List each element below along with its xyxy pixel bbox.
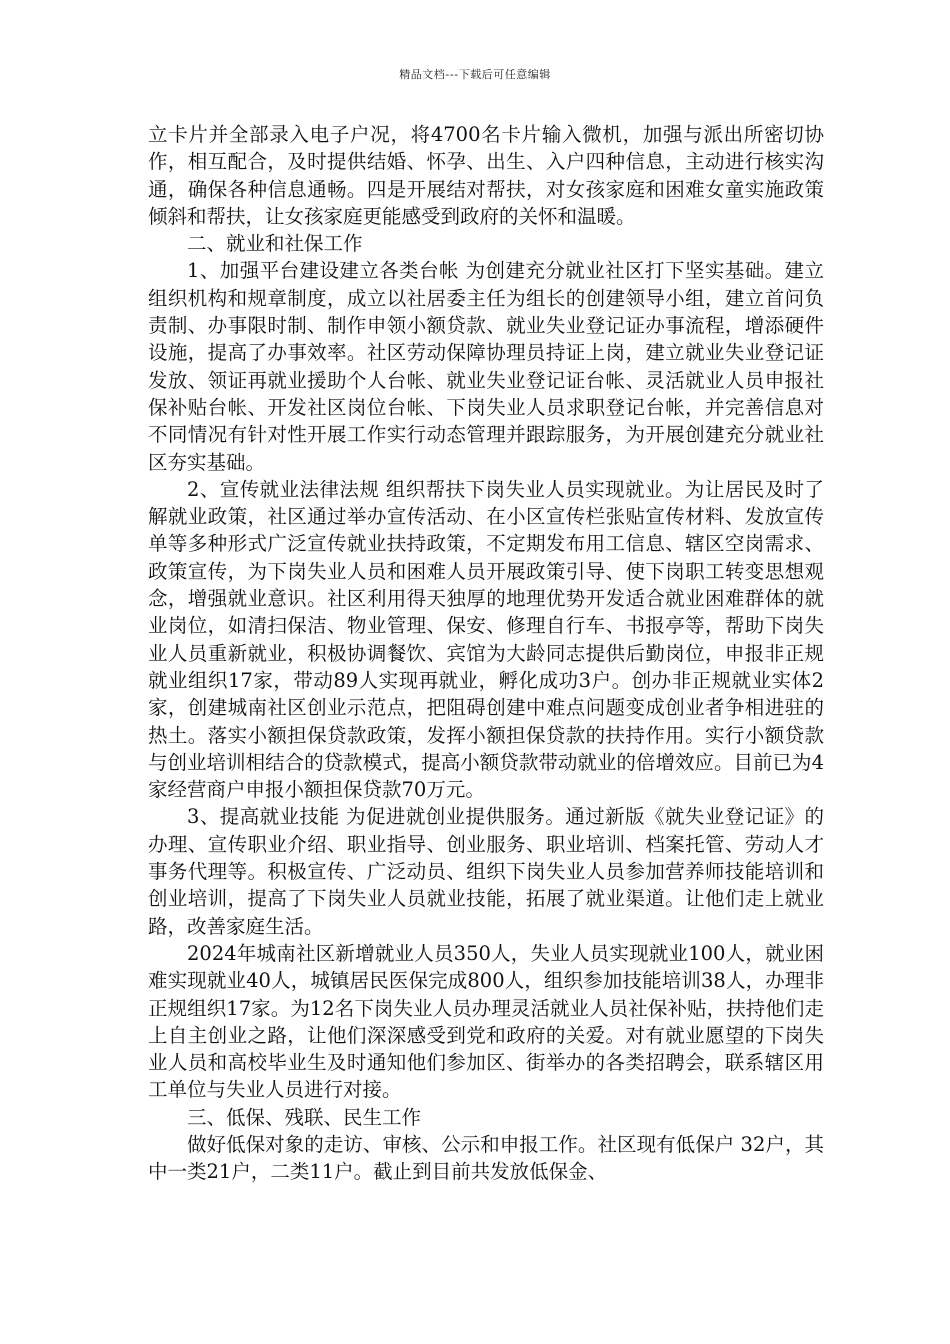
section-heading-welfare: 三、低保、残联、民生工作 <box>187 1105 422 1129</box>
paragraph-platform-construction: 1、加强平台建设建立各类台帐 为创建充分就业社区打下坚实基础。建立组织机构和规章制度，成立以社居委主任为组长的创建领导小组，建立首问负责制、办事限时制、制作申领小额贷款、就业失业登记证办事流程，增添硬件设施，提高了办事效率。社区劳动保障协理员持证上岗，建立就业失业登记证发放、领证再就业援助个人台帐、就业失业登记证台帐、灵活就业人员申报社保补贴台帐、开发社区岗位台帐、下岗失业人员求职登记台帐，并完善信息对不同情况有针对性开展工作实行动态管理并跟踪服务，为开展创建充分就业社区夯实基础。 <box>148 259 824 474</box>
paragraph-employment-law-publicity: 2、宣传就业法律法规 组织帮扶下岗失业人员实现就业。为让居民及时了解就业政策，社区通过举办宣传活动、在小区宣传栏张贴宣传材料、发放宣传单等多种形式广泛宣传就业扶持政策，不定期发布用工信息、辖区空岗需求、政策宣传，为下岗失业人员和困难人员开展政策引导、使下岗职工转变思想观念，增强就业意识。社区利用得天独厚的地理优势开发适合就业困难群体的就业岗位，如清扫保洁、物业管理、保安、修理自行车、书报亭等，帮助下岗失业人员重新就业，积极协调餐饮、宾馆为大龄同志提供后勤岗位，申报非正规就业组织17家，带动89人实现再就业，孵化成功3户。创办非正规就业实体2家，创建城南社区创业示范点，把阻碍创建中难点问题变成创业者争相进驻的热土。落实小额担保贷款政策，发挥小额担保贷款的扶持作用。实行小额贷款与创业培训相结合的贷款模式，提高小额贷款带动就业的倍增效应。目前已为4家经营商户申报小额担保贷款70万元。 <box>148 477 824 802</box>
paragraph-continuation: 立卡片并全部录入电子户况，将4700名卡片输入微机，加强与派出所密切协作，相互配合，及时提供结婚、怀孕、出生、入户四种信息，主动进行核实沟通，确保各种信息通畅。四是开展结对帮扶，对女孩家庭和困难女童实施政策倾斜和帮扶，让女孩家庭更能感受到政府的关怀和温暖。 <box>148 123 824 228</box>
section-heading-employment: 二、就业和社保工作 <box>187 232 363 256</box>
document-body <box>148 121 824 1186</box>
paragraph-low-income-work: 做好低保对象的走访、审核、公示和申报工作。社区现有低保户 32户，其中一类21户，二类11户。截止到目前共发放低保金、 <box>148 1132 824 1184</box>
page-header: 精品文档---下载后可任意编辑 <box>399 68 551 81</box>
paragraph-annual-statistics: 2024年城南社区新增就业人员350人，失业人员实现就业100人，就业困难实现就业40人，城镇居民医保完成800人，组织参加技能培训38人，办理非正规组织17家。为12名下岗失业人员办理灵活就业人员社保补贴，扶持他们走上自主创业之路，让他们深深感受到党和政府的关爱。对有就业愿望的下岗失业人员和高校毕业生及时通知他们参加区、街举办的各类招聘会，联系辖区用工单位与失业人员进行对接。 <box>148 941 824 1102</box>
paragraph-employment-skills: 3、提高就业技能 为促进就创业提供服务。通过新版《就失业登记证》的办理、宣传职业介绍、职业指导、创业服务、职业培训、档案托管、劳动人才事务代理等。积极宣传、广泛动员、组织下岗失业人员参加营养师技能培训和创业培训，提高了下岗失业人员就业技能，拓展了就业渠道。让他们走上就业路，改善家庭生活。 <box>148 805 824 938</box>
